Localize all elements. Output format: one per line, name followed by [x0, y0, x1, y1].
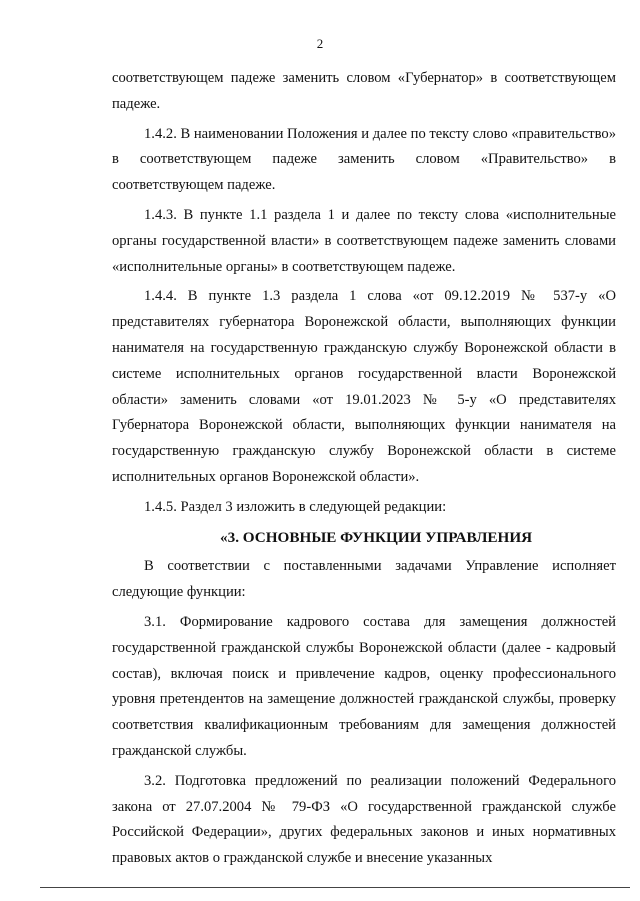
- paragraph-continuation: соответствующем падеже заменить словом «Губернатор» в соответствующем падеже.: [112, 70, 616, 112]
- section-intro-paragraph: В соответствии с поставленными задачами Управление исполняет следующие функции:: [112, 558, 616, 601]
- paragraph-1-4-4: 1.4.4. В пункте 1.3 раздела 1 слова «от 09.12.2019 № 537-у «О представителях губернатора Воронежской области, выполняющих функции нанимателя на государственную гражданскую службу Воронежской области в системе исполнительных органов государственной власти Воронежской области» заменить словами «от 19.01.2023 № 5-у «О представителях Губернатора Воронежской области, выполняющих функции нанимателя на государственную гражданскую службу Воронежской области в системе исполнительных органов Воронежской области».: [112, 288, 616, 485]
- section-heading: «3. ОСНОВНЫЕ ФУНКЦИИ УПРАВЛЕНИЯ: [220, 528, 533, 546]
- paragraph-1-4-3: 1.4.3. В пункте 1.1 раздела 1 и далее по тексту слова «исполнительные органы государственной власти» в соответствующем падеже заменить словами «исполнительные органы» в соответствующем падеже.: [112, 206, 616, 275]
- page-number: 2: [316, 36, 324, 51]
- paragraph-1-4-5: 1.4.5. Раздел 3 изложить в следующей редакции:: [144, 498, 447, 515]
- paragraph-3-2: 3.2. Подготовка предложений по реализации положений Федерального закона от 27.07.2004 № 79-ФЗ «О государственной гражданской службе Российской Федерации», других федеральных законов и иных нормативных правовых актов о гражданской службе и внесение указанных: [112, 772, 616, 867]
- bottom-rule: [40, 887, 630, 888]
- document-body: [112, 66, 616, 872]
- paragraph-3-1: 3.1. Формирование кадрового состава для замещения должностей государственной гражданской службы Воронежской области (далее - кадровый состав), включая поиск и привлечение кадров, оценку профессионального уровня претендентов на замещение должностей гражданской службы, проверку соответствия квалификационным требованиям для замещения должностей гражданской службы.: [112, 613, 616, 759]
- paragraph-1-4-2: 1.4.2. В наименовании Положения и далее по тексту слово «правительство» в соответствующем падеже заменить словом «Правительство» в соответствующем падеже.: [112, 125, 616, 194]
